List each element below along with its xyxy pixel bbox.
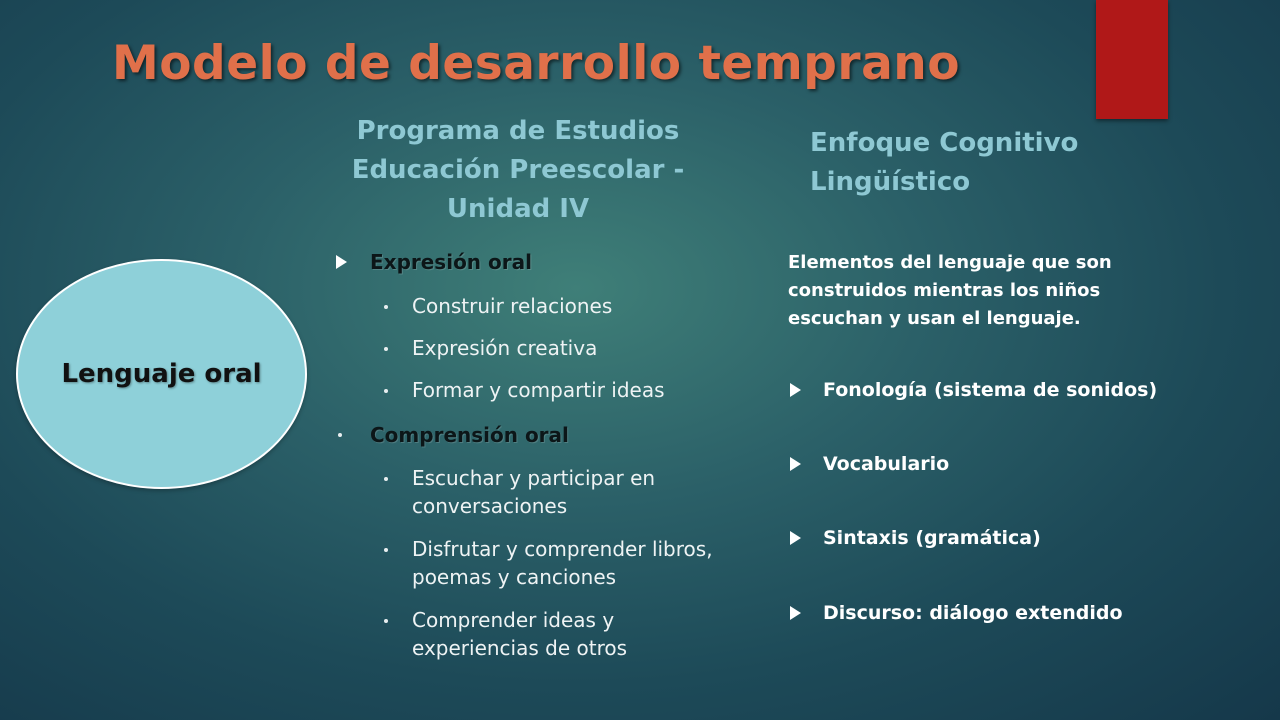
- middle-heading: Programa de Estudios Educación Preescolar - Unidad IV: [351, 116, 685, 224]
- section-comprension-oral: Comprensión oral: [370, 423, 569, 447]
- dot-bullet-icon: [384, 477, 388, 481]
- arrow-bullet-icon: [790, 457, 801, 471]
- accent-tab: [1096, 0, 1168, 119]
- list-item: Sintaxis (gramática): [823, 527, 1041, 549]
- list-item: Escuchar y participar en conversaciones: [412, 466, 656, 518]
- right-intro: Elementos del lenguaje que son construidos mientras los niños escuchan y usan el lenguaje.: [788, 252, 1112, 329]
- list-item: Construir relaciones: [412, 294, 613, 318]
- list-item: Disfrutar y comprender libros, poemas y canciones: [412, 537, 713, 589]
- list-item: Formar y compartir ideas: [412, 378, 665, 402]
- dot-bullet-icon: [384, 389, 388, 393]
- right-heading: Enfoque Cognitivo Lingüístico: [810, 128, 1079, 197]
- arrow-bullet-icon: [336, 255, 347, 269]
- dot-bullet-icon: [384, 548, 388, 552]
- section-expresion-oral: Expresión oral: [370, 250, 532, 274]
- list-item: Vocabulario: [823, 453, 950, 475]
- arrow-bullet-icon: [790, 531, 801, 545]
- dot-bullet-icon: [384, 305, 388, 309]
- dot-bullet-icon: [338, 433, 342, 437]
- arrow-bullet-icon: [790, 606, 801, 620]
- dot-bullet-icon: [384, 619, 388, 623]
- arrow-bullet-icon: [790, 383, 801, 397]
- ellipse-label: Lenguaje oral: [61, 359, 262, 389]
- slide-title: Modelo de desarrollo temprano: [112, 36, 961, 91]
- dot-bullet-icon: [384, 347, 388, 351]
- lenguaje-oral-ellipse: [16, 259, 307, 489]
- list-item: Expresión creativa: [412, 336, 598, 360]
- list-item: Discurso: diálogo extendido: [823, 602, 1123, 624]
- list-item: Comprender ideas y experiencias de otros: [412, 608, 628, 660]
- list-item: Fonología (sistema de sonidos): [823, 379, 1158, 401]
